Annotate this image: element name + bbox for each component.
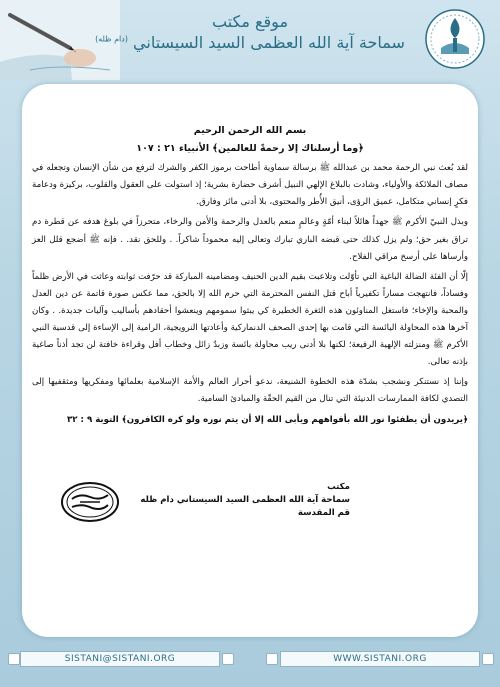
footer-left-cap [8, 653, 20, 665]
office-seal-stamp [60, 481, 120, 523]
site-label: موقع مكتب [211, 12, 289, 31]
footer-website-text[interactable]: WWW.SISTANI.ORG [333, 654, 427, 664]
signature-line-2: سماحة آية الله العظمى السيد السيستاني دام ظله [140, 495, 350, 505]
footer-email-text[interactable]: SISTANI@SISTANI.ORG [64, 654, 176, 664]
paragraph-3: إلّا أن الفئة الضالة الباغية التي تأوّلت وتلاعبت بقيم الدين الحنيف ومضامينه المباركة قد حرّفت ثوابته وعاثت في الأرض ظلماً وفساداً، فانتهجت مساراً تكفيرياً أباح قتل النفس المحترمة التي حرم الله إلا بالحق، مما عكس صورة قاتمة عن دين العدل والمحبة والإخاء؛ فاستغل المناوئون هذه الثغرة الخطيرة كي يبثوا سمومهم وينعشوا أحقادهم بأساليب وآليات جديدة. . وكان آخرها هذه المحاولة اليائسة التي قامت بها إحدى الصحف الدنماركية وأعادتها النرويجية، الرامية إلى الإساءة إلى قدسية النبي الأكرم ﷺ ومنزلته الإلهية الرفيعة؛ لكنها بلا أدنى ريب محاولة بائسة وزبدٌ زائل وخطاب أفل وقراءة خافتة لن تجد أذناً صاغية بإذنه تعالى. [32, 271, 468, 368]
header [0, 0, 500, 82]
footer-right-end [482, 653, 494, 665]
footer-right-cap [266, 653, 278, 665]
footer-email[interactable] [20, 651, 220, 667]
signature-line-1: مكتب [327, 482, 350, 492]
signature-text [140, 481, 350, 520]
paragraph-4: وإننا إذ نستنكر ونشجب بشدّة هذه الخطوة الشنيعة، ندعو أحرار العالم والأمة الإسلامية بعلمائها ومفكريها ومثقفيها إلى التصدي لكافة الممارسات الدنيئة التي تنال من القيم الحقّة والمبادئ السامية. [32, 377, 468, 405]
closing-verse: ﴿يريدون أن يطفئوا نور الله بأفواههم ويأبى الله إلا أن يتم نوره ولو كره الكافرون﴾ التوبة ٩ : ٣٢ [67, 414, 468, 425]
paragraph-2: وبذل النبيّ الأكرم ﷺ جهداً هائلاً لبناء أمّةٍ وعالمٍ منعم بالعدل والرحمة والأمن والرخاء، متحرزاً في بلوغ هدفه عن قطرة دم تراق بغير حق؛ ولم يزل كذلك حتى قبضه الباري تبارك وتعالى إليه محموداً شاكراً. . وللحق نقد. . فإنه ﷺ أضجع قلل العز وأرساها على أرسخ مراقي الفلاح. [32, 217, 468, 262]
signature-block [60, 481, 420, 541]
paragraph-1: لقد بُعث نبي الرحمة محمد بن عبدالله ﷺ برسالة سماوية أطاحت برموز الكفر والشرك لترفع من شأن الإنسان وتجعله في مصاف الملائكة والأولياء، وشادت بالبلاغ الإلهي النبيل أشرف حضارة بشرية؛ إذ استولت على العقول والقلوب، بركيزة ودعامة فكرٍ إنساني متكامل، عميق الرؤى، أنيق الأُطر والمحتوى، بلا أدنى مائز وفارق. [32, 163, 468, 208]
office-logo-icon[interactable] [424, 8, 486, 70]
footer-left-end [222, 653, 234, 665]
footer-website[interactable] [280, 651, 480, 667]
signature-line-3: قم المقدسة [297, 508, 350, 518]
site-title[interactable] [90, 33, 410, 52]
opening-verse: ﴿وما أرسلناك إلا رحمةً للعالمين﴾ الأنبياء ٢١ : ١٠٧ [136, 143, 364, 155]
letter-body [32, 122, 468, 429]
basmala: بسم الله الرحمن الرحيم [193, 125, 307, 136]
honorific: (دام ظله) [95, 34, 128, 44]
site-title-text: سماحة آية الله العظمى السيد السيستاني [133, 33, 405, 52]
